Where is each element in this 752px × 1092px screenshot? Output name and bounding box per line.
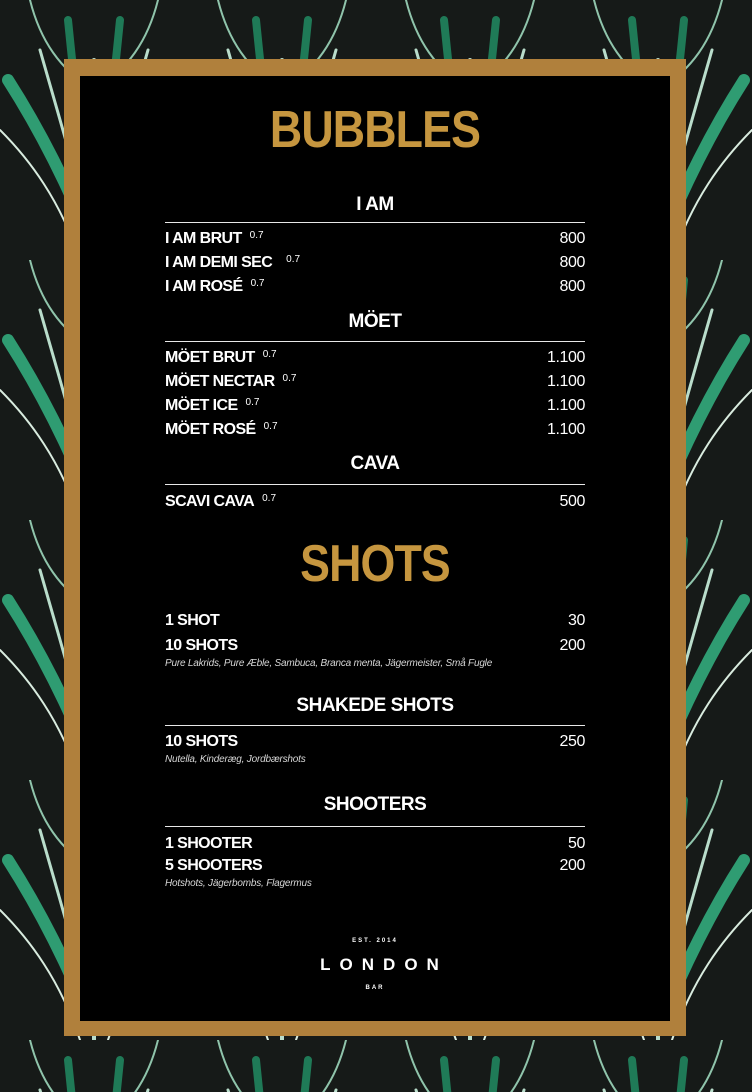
logo-name: LONDON: [320, 955, 448, 974]
section-heading-shooters: SHOOTERS: [323, 794, 427, 815]
shooters-description: Hotshots, Jägerbombs, Flagermus: [165, 878, 312, 889]
item-price: 250: [559, 733, 585, 750]
logo-est: EST. 2014: [352, 938, 398, 944]
item-price: 800: [559, 278, 585, 295]
item-volume: 0.7: [263, 421, 278, 432]
section-heading-i-am: I AM: [356, 194, 394, 215]
item-price: 30: [568, 612, 585, 629]
item-name: I AM BRUT: [165, 230, 242, 247]
item-price: 1.100: [546, 397, 585, 414]
section-divider: [165, 826, 585, 827]
item-price: 200: [559, 637, 585, 654]
item-name: MÖET NECTAR: [165, 373, 275, 390]
section-heading-shakede-shots: SHAKEDE SHOTS: [296, 695, 454, 716]
item-volume: 0.7: [262, 493, 277, 504]
menu-item-moet-nectar: [165, 373, 585, 395]
section-divider: [165, 341, 585, 342]
item-name: MÖET ICE: [165, 397, 238, 414]
menu-item-10-shots: [165, 637, 585, 659]
menu-item-moet-ice: [165, 397, 585, 419]
item-name: SCAVI CAVA: [165, 493, 255, 510]
item-name: 10 SHOTS: [165, 637, 238, 654]
item-price: 800: [559, 254, 585, 271]
shots-description: Pure Lakrids, Pure Æble, Sambuca, Branca menta, Jägermeister, Små Fugle: [165, 658, 493, 669]
menu-panel: [80, 76, 670, 1021]
item-price: 500: [559, 493, 585, 510]
menu-item-shakede-10-shots: [165, 733, 585, 755]
item-price: 200: [559, 857, 585, 874]
item-name: 1 SHOOTER: [165, 835, 253, 852]
item-volume: 0.7: [245, 397, 260, 408]
item-name: MÖET ROSÉ: [165, 421, 256, 438]
item-price: 800: [559, 230, 585, 247]
item-name: MÖET BRUT: [165, 349, 255, 366]
item-price: 1.100: [546, 421, 585, 438]
item-price: 1.100: [546, 373, 585, 390]
section-divider: [165, 484, 585, 485]
item-volume: 0.7: [250, 278, 265, 289]
item-volume: 0.7: [282, 373, 297, 384]
menu-item-moet-rose: [165, 421, 585, 443]
item-price: 50: [568, 835, 585, 852]
item-name: 10 SHOTS: [165, 733, 238, 750]
item-name: I AM DEMI SEC: [165, 254, 273, 271]
section-heading-cava: CAVA: [350, 453, 400, 474]
item-name: 5 SHOOTERS: [165, 857, 263, 874]
section-divider: [165, 725, 585, 726]
item-name: 1 SHOT: [165, 612, 220, 629]
menu-item-1-shooter: [165, 835, 585, 857]
shakede-description: Nutella, Kinderæg, Jordbærshots: [165, 754, 306, 765]
item-name: I AM ROSÉ: [165, 278, 243, 295]
item-volume: 0.7: [262, 349, 277, 360]
item-price: 1.100: [546, 349, 585, 366]
section-divider: [165, 222, 585, 223]
menu-item-1-shot: [165, 612, 585, 634]
menu-item-i-am-rose: [165, 278, 585, 300]
menu-item-scavi-cava: [165, 493, 585, 515]
bubbles-title: BUBBLES: [269, 101, 481, 159]
section-heading-moet: MÖET: [348, 311, 402, 332]
menu-item-moet-brut: [165, 349, 585, 371]
item-volume: 0.7: [286, 254, 301, 265]
shots-title: SHOTS: [300, 535, 450, 593]
menu-item-5-shooters: [165, 857, 585, 879]
logo-sub: BAR: [365, 985, 385, 991]
menu-item-i-am-demi-sec: [165, 254, 585, 276]
item-volume: 0.7: [249, 230, 264, 241]
menu-item-i-am-brut: [165, 230, 585, 252]
